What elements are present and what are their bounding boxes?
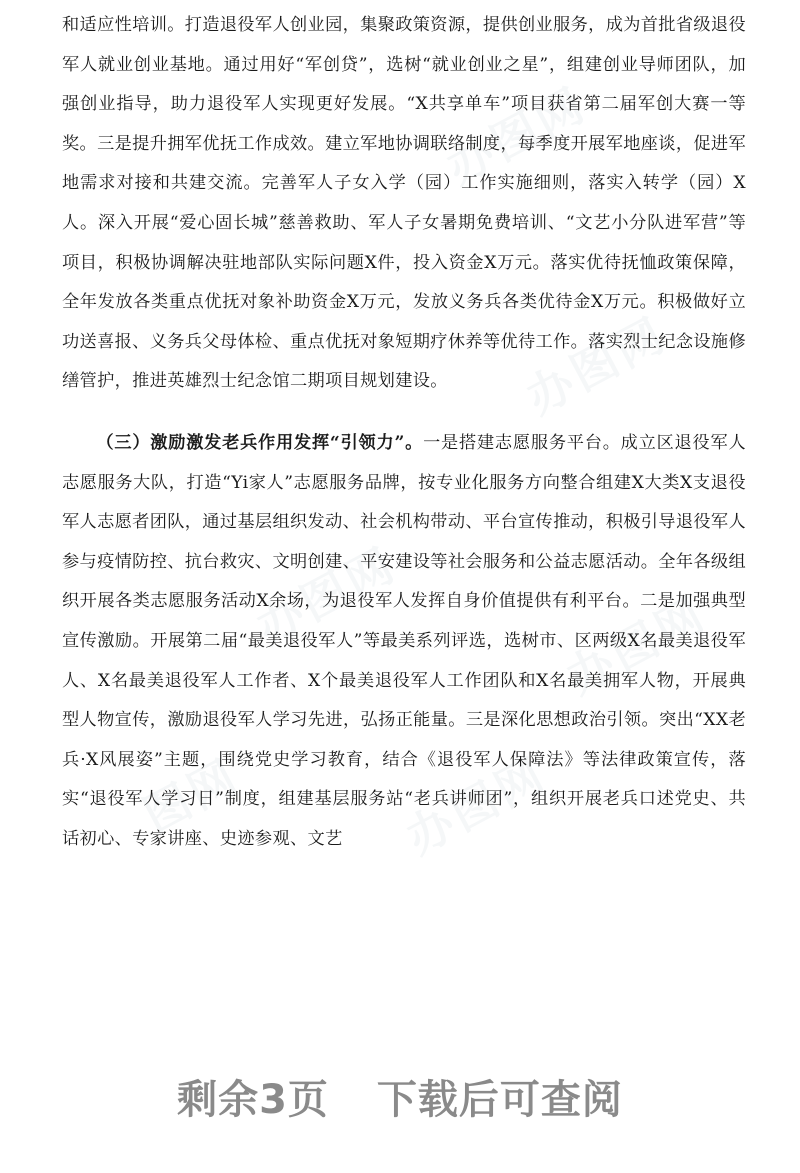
watermark: 办图网	[517, 306, 676, 425]
remaining-pages-text: 剩余3页	[177, 1077, 329, 1123]
paragraph-2-body: 一是搭建志愿服务平台。成立区退役军人志愿服务大队，打造“Yi家人”志愿服务品牌，按专业化服务方向整合组建X大类X支退役军人志愿者团队，通过基层组织发动、社会机构带动、平台宣传推动，积极引导退役军人参与疫情防控、抗台救灾、文明创建、平安建设等社会服务和公益志愿活动。全年各级组织开展各类志愿服务活动X余场，为退役军人发挥自身价值提供有利平台。二是加强典型宣传激励。开展第二届“最美退役军人”等最美系列评选，选树市、区两级X名最美退役军人、X名最美退役军人工作者、X个最美退役军人工作团队和X名最美拥军人物，开展典型人物宣传，激励退役军人学习先进，弘扬正能量。三是深化思想政治引领。突出“XX老兵·X风展姿”主题，围绕党史学习教育，结合《退役军人保障法》等法律政策宣传，落实“退役军人学习日”制度，组建基层服务站“老兵讲师团”，组织开展老兵口述党史、共话初心、专家讲座、史迹参观、文艺	[62, 432, 746, 849]
section-heading: （三）激励激发老兵作用发挥“引领力”。	[96, 432, 424, 453]
watermark: 办图网	[247, 536, 406, 655]
watermark: 图网	[134, 748, 249, 843]
download-hint-text: 下载后可查阅	[376, 1077, 623, 1123]
paragraph-2	[62, 424, 746, 860]
download-banner[interactable]	[0, 1068, 800, 1125]
watermark: 办图网	[437, 76, 596, 195]
watermark: 办图网	[397, 746, 556, 865]
watermark: 办图网	[557, 586, 716, 705]
document-body	[62, 6, 746, 859]
paragraph-1: 和适应性培训。打造退役军人创业园，集聚政策资源，提供创业服务，成为首批省级退役军人就业创业基地。通过用好“军创贷”，选树“就业创业之星”，组建创业导师团队，加强创业指导，助力退役军人实现更好发展。“X共享单车”项目获省第二届军创大赛一等奖。三是提升拥军优抚工作成效。建立军地协调联络制度，每季度开展军地座谈，促进军地需求对接和共建交流。完善军人子女入学（园）工作实施细则，落实入转学（园）X人。深入开展“爱心固长城”慈善救助、军人子女暑期免费培训、“文艺小分队进军营”等项目，积极协调解决驻地部队实际问题X件，投入资金X万元。落实优待抚恤政策保障，全年发放各类重点优抚对象补助资金X万元，发放义务兵各类优待金X万元。积极做好立功送喜报、义务兵父母体检、重点优抚对象短期疗休养等优待工作。落实烈士纪念设施修缮管护，推进英雄烈士纪念馆二期项目规划建设。	[62, 15, 746, 392]
